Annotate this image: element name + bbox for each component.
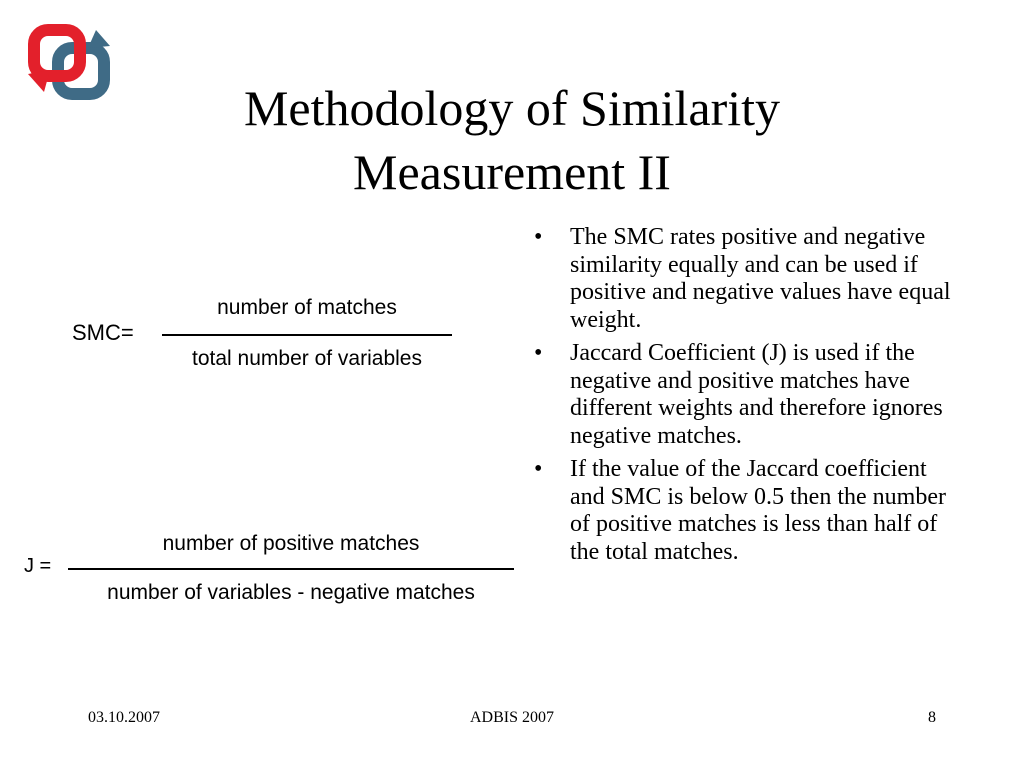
slide-title bbox=[150, 76, 874, 204]
slide-title-line-1: Methodology of Similarity bbox=[243, 80, 781, 136]
bullet-text: Jaccard Coefficient (J) is used if the negative and positive matches have different weights and therefore ignores negative matches. bbox=[570, 340, 943, 449]
jaccard-formula-numerator: number of positive matches bbox=[162, 532, 420, 555]
bullet-item bbox=[532, 456, 962, 566]
bullet-list bbox=[532, 224, 962, 572]
bullet-text: The SMC rates positive and negative similarity equally and can be used if positive and negative values have equal weight. bbox=[570, 224, 951, 333]
smc-formula-lhs: SMC= bbox=[72, 320, 134, 345]
bullet-dot: • bbox=[534, 456, 543, 482]
smc-fraction-bar bbox=[162, 334, 452, 336]
jaccard-fraction-bar bbox=[68, 568, 514, 570]
bullet-item bbox=[532, 340, 962, 450]
footer-page-number: 8 bbox=[928, 709, 936, 726]
smc-formula bbox=[72, 290, 462, 385]
footer-event-name: ADBIS 2007 bbox=[469, 709, 554, 726]
jaccard-formula-denominator: number of variables - negative matches bbox=[107, 581, 475, 604]
logo-graphic bbox=[26, 22, 112, 102]
bullet-dot: • bbox=[534, 340, 543, 366]
smc-formula-denominator: total number of variables bbox=[192, 347, 422, 370]
logo-blue-arrowhead bbox=[88, 30, 110, 48]
smc-formula-numerator: number of matches bbox=[217, 296, 397, 319]
logo-red-arrowhead bbox=[28, 70, 50, 92]
jaccard-formula bbox=[24, 530, 524, 625]
slide-title-line-2: Measurement II bbox=[353, 144, 671, 200]
bullet-dot: • bbox=[534, 224, 543, 250]
footer-date: 03.10.2007 bbox=[88, 709, 160, 726]
conference-logo-icon bbox=[26, 22, 112, 102]
jaccard-formula-lhs: J = bbox=[24, 555, 52, 577]
bullet-text: If the value of the Jaccard coefficient and SMC is below 0.5 then the number of positive matches is less than half of the total matches. bbox=[570, 456, 946, 565]
bullet-item bbox=[532, 224, 962, 334]
